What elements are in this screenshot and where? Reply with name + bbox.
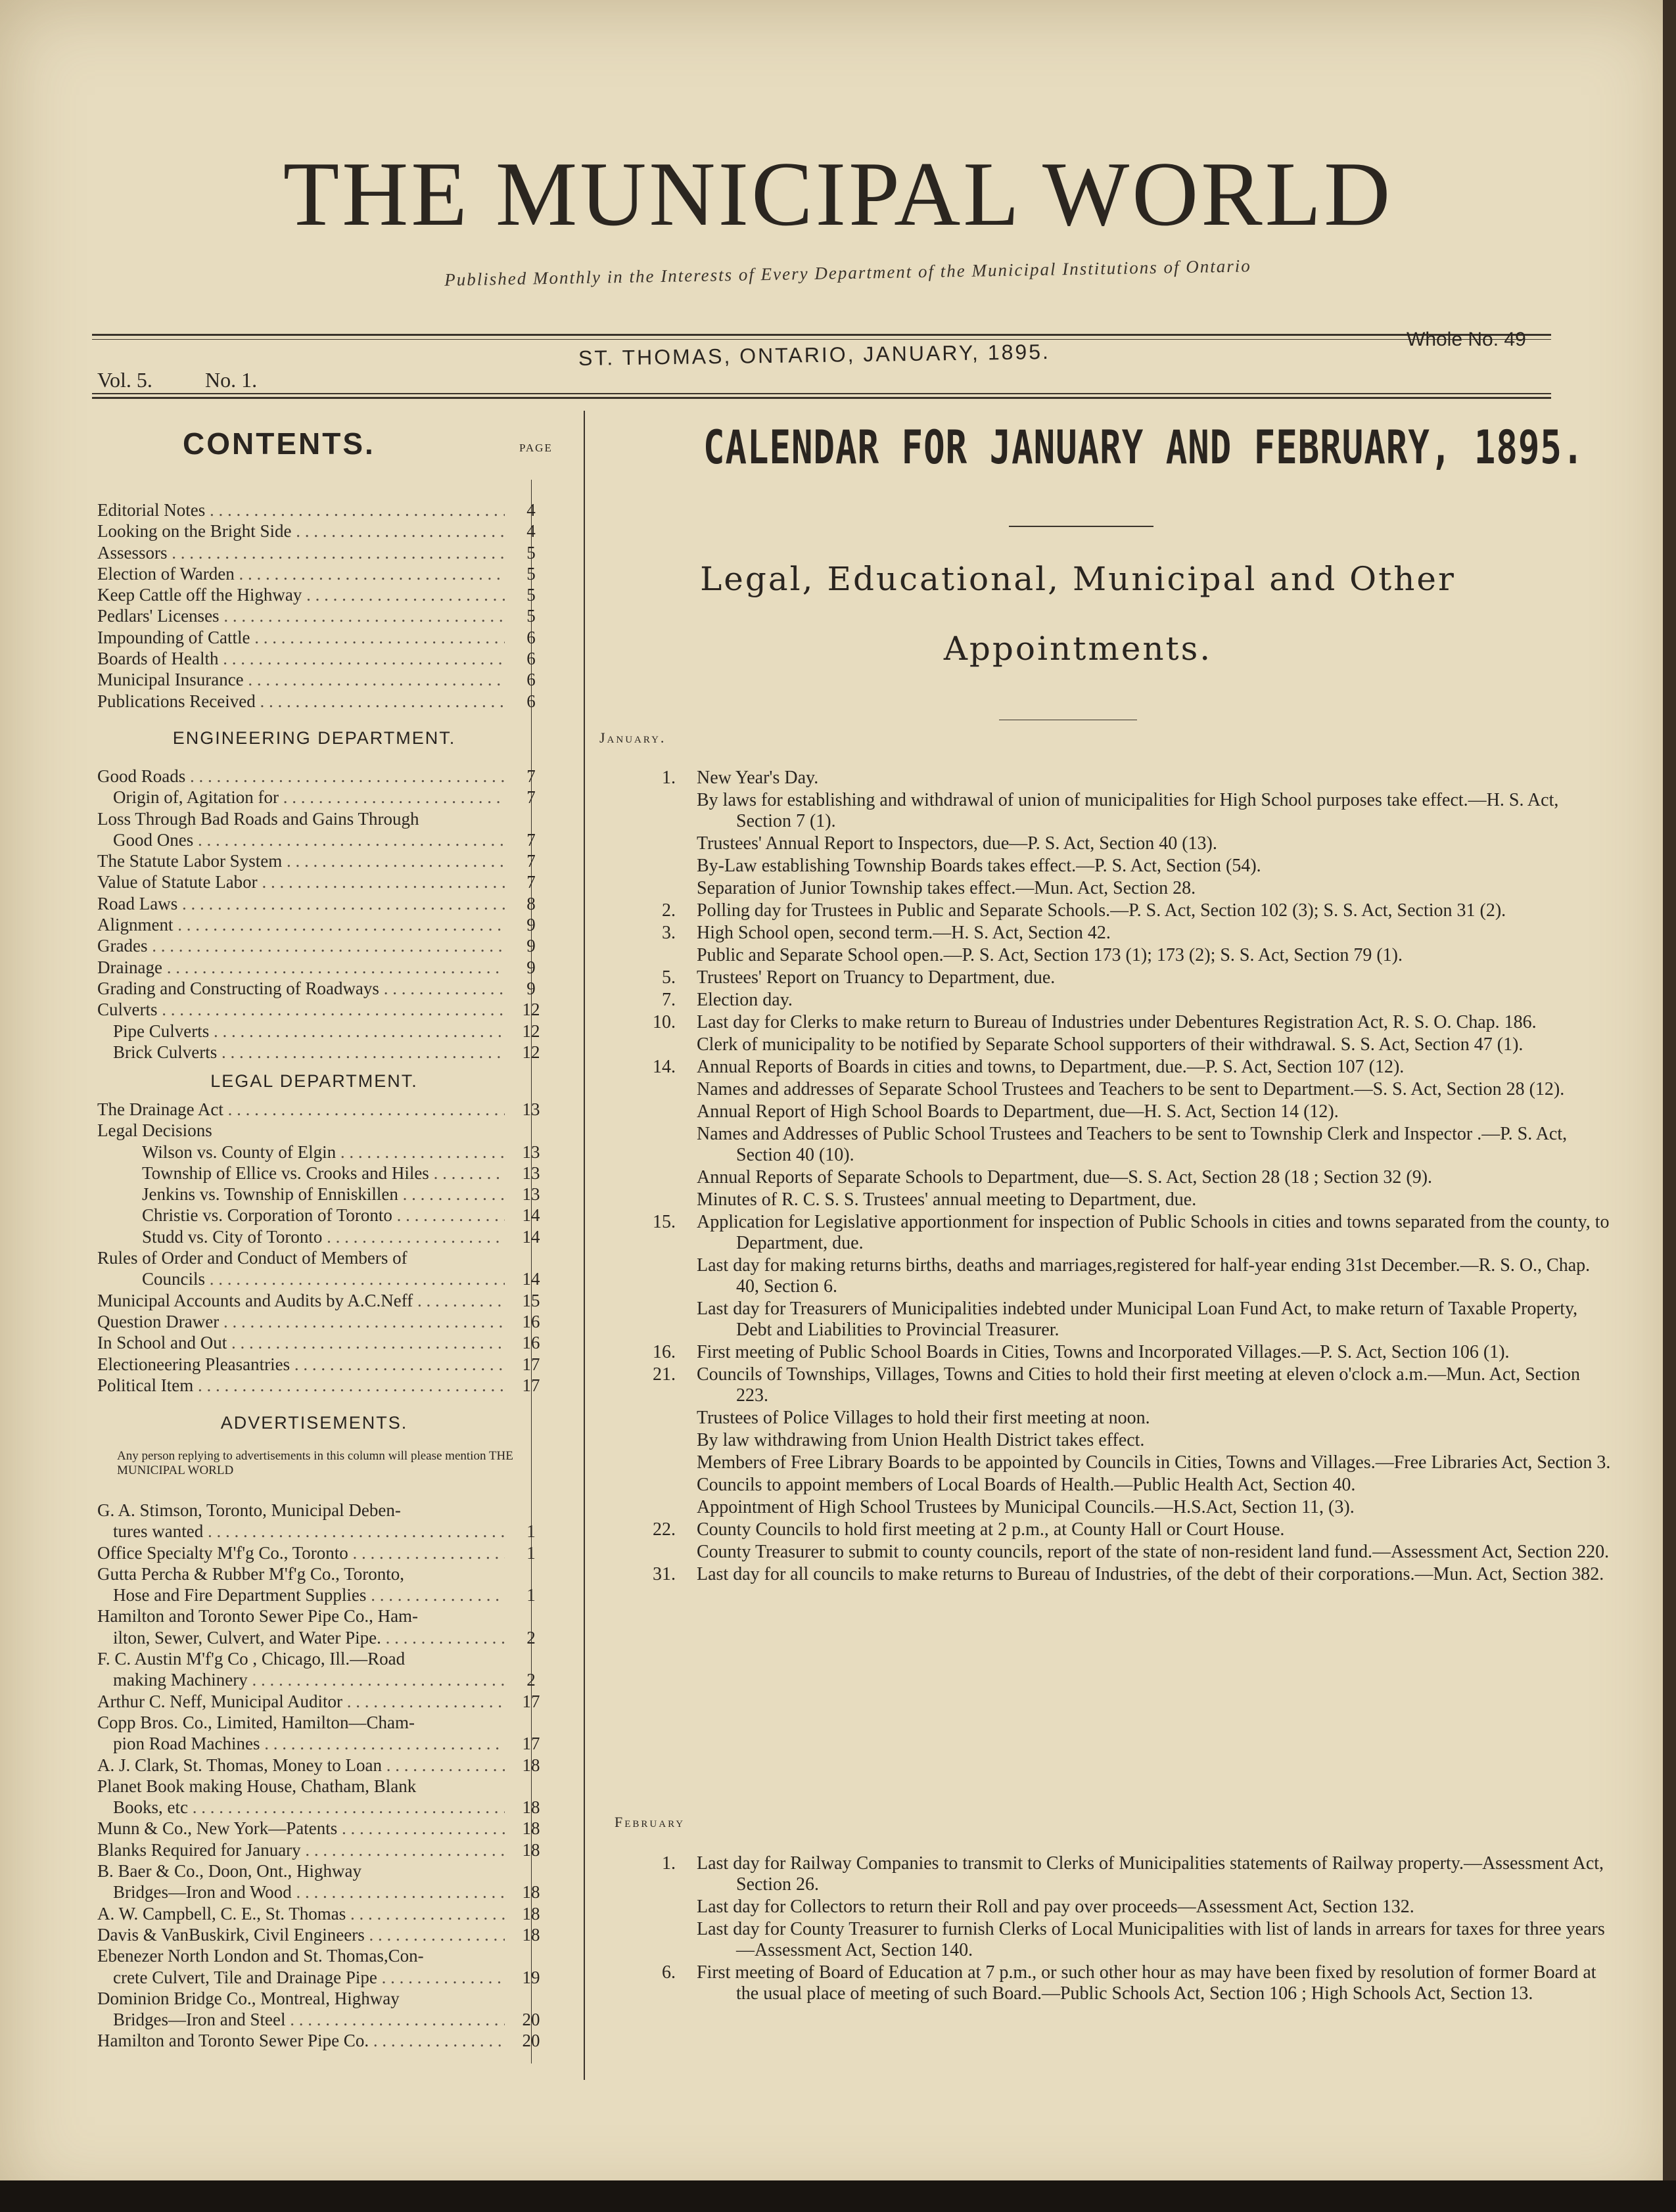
toc-entry	[97, 1755, 544, 1776]
toc-entry	[97, 1967, 544, 1988]
toc-entry-label: Origin of, Agitation for . . .	[97, 787, 505, 808]
toc-entry-label: Jenkins vs. Township of Enniskillen . . .	[97, 1184, 505, 1205]
calendar-entry-text: Public and Separate School open.—P. S. Act, Section 173 (1); 173 (2); S. S. Act, Section 79 (1).	[697, 945, 1403, 965]
calendar-entry-text: Names and Addresses of Public School Trustees and Teachers to be sent to Township Clerk and Inspector .—P. S. Act, Section 40 (10).	[697, 1124, 1568, 1165]
calendar-entry-day: 6.	[662, 1962, 676, 1983]
calendar-entry-text: Names and addresses of Separate School Trustees and Teachers to be sent to Department.—S. S. Act, Section 28 (12).	[697, 1079, 1565, 1099]
toc-entry-page: 18	[522, 1797, 540, 1818]
toc-entry	[97, 1311, 544, 1332]
toc-entry-label: Councils . . .	[97, 1268, 505, 1289]
toc-entry	[97, 850, 544, 871]
toc-entry-page: 7	[526, 766, 536, 786]
toc-entry	[97, 871, 544, 892]
toc-entry	[97, 1818, 544, 1839]
toc-entry-label: Drainage . . .	[97, 957, 505, 978]
toc-entry-label: making Machinery . . .	[97, 1669, 505, 1690]
toc-entry-label: Grading and Constructing of Roadways . . .	[97, 978, 505, 999]
calendar-entry-text: Annual Reports of Separate Schools to Department, due—S. S. Act, Section 28 (18 ; Section 32 (9).	[697, 1167, 1433, 1187]
toc-entry-page: 8	[526, 893, 536, 913]
masthead-subtitle: Published Monthly in the Interests of Every Department of the Municipal Institutions of Ontario	[444, 256, 1251, 290]
toc-entry-page: 15	[522, 1290, 540, 1310]
toc-entry-label: Election of Warden . . .	[97, 563, 505, 584]
january-heading: January.	[599, 729, 666, 746]
toc-entry	[97, 1860, 544, 1881]
toc-entry	[97, 542, 544, 563]
toc-entry	[97, 691, 544, 712]
toc-entry	[97, 648, 544, 669]
calendar-entry-day: 22.	[653, 1519, 676, 1540]
toc-entry-page: 1	[526, 1585, 536, 1605]
toc-entry-page: 16	[522, 1311, 540, 1331]
toc-entry	[97, 999, 544, 1020]
toc-entry-page: 5	[526, 542, 536, 563]
toc-engineering	[97, 766, 544, 1063]
appointments-heading-line1: Legal, Educational, Municipal and Other	[700, 560, 1456, 598]
toc-entry	[97, 808, 544, 829]
toc-entry-page: 9	[526, 978, 536, 998]
toc-entry-page: 14	[522, 1226, 540, 1247]
masthead-rule-top-thin	[92, 339, 1551, 340]
toc-entry-page: 4	[526, 521, 536, 541]
calendar-entry-text: Last day for all councils to make returns to Bureau of Industries, of the debt of their corporations.—Mun. Act, Section 382.	[697, 1564, 1604, 1584]
toc-entry-label: Culverts . . .	[97, 999, 505, 1020]
toc-entry-label: Alignment . . .	[97, 914, 505, 935]
toc-entry-page: 6	[526, 627, 536, 647]
toc-entry	[97, 1924, 544, 1945]
toc-entry	[97, 1669, 544, 1690]
calendar-entry-day: 31.	[653, 1564, 676, 1584]
toc-entry	[97, 1648, 544, 1669]
toc-entry	[97, 1733, 544, 1754]
dateline: ST. THOMAS, ONTARIO, JANUARY, 1895.	[578, 339, 1051, 371]
toc-entry-label: G. A. Stimson, Toronto, Municipal Deben-	[97, 1500, 401, 1520]
calendar-entry-text: Election day.	[697, 990, 793, 1010]
toc-entry-label: Wilson vs. County of Elgin . . .	[97, 1141, 505, 1163]
calendar-entry-text: Clerk of municipality to be notified by Separate School supporters of their withdrawal. S. S. Act, Section 47 (1).	[697, 1034, 1524, 1055]
toc-entry-label: Publications Received . . .	[97, 691, 505, 712]
toc-entry	[97, 1881, 544, 1902]
toc-entry-label: Assessors . . .	[97, 542, 505, 563]
calendar-entry-text: Last day for Clerks to make return to Bureau of Industries under Debentures Registration Act, R. S. O. Chap. 186.	[697, 1012, 1537, 1032]
toc-entry-page: 13	[522, 1099, 540, 1119]
toc-entry-page: 7	[526, 872, 536, 892]
toc-entry-page: 20	[522, 2031, 540, 2051]
toc-entry	[97, 1521, 544, 1542]
toc-entry-label: Good Ones . . .	[97, 829, 505, 850]
toc-entry-label: The Drainage Act . . .	[97, 1099, 505, 1120]
toc-entry-label: Office Specialty M'f'g Co., Toronto . . .	[97, 1542, 505, 1563]
calendar-entry-text: First meeting of Board of Education at 7 p.m., or such other hour as may have been fixed by resolution of former Board at the usual place of meeting of such Board.—Public Schools Act, Section 106 ; High Schools Act, Section 13.	[697, 1962, 1596, 2004]
toc-entry	[97, 2030, 544, 2051]
calendar-entry-day: 2.	[662, 900, 676, 921]
toc-entry-label: Value of Statute Labor . . .	[97, 871, 505, 892]
calendar-entry-text: County Treasurer to submit to county councils, report of the state of non-resident land fund.—Assessment Act, Section 220.	[697, 1542, 1610, 1562]
toc-entry-label: A. W. Campbell, C. E., St. Thomas . . .	[97, 1903, 505, 1924]
toc-entry	[97, 1988, 544, 2009]
toc-entry-page: 9	[526, 936, 536, 956]
toc-entry-label: Davis & VanBuskirk, Civil Engineers . . .	[97, 1924, 505, 1945]
toc-entry	[97, 1205, 544, 1226]
toc-entry	[97, 1627, 544, 1648]
calendar-entry-day: 14.	[653, 1057, 676, 1077]
column-divider	[584, 411, 585, 2080]
toc-entry-label: crete Culvert, Tile and Drainage Pipe . . .	[97, 1967, 505, 1988]
issue-number: No. 1.	[205, 368, 258, 392]
toc-entry-page: 7	[526, 851, 536, 871]
calendar-entry-day: 16.	[653, 1342, 676, 1362]
toc-entry-label: Arthur C. Neff, Municipal Auditor . . .	[97, 1691, 505, 1712]
toc-entry-page: 2	[526, 1627, 536, 1647]
toc-entry-page: 17	[522, 1375, 540, 1395]
calendar-entry-text: Last day for making returns births, deaths and marriages,registered for half-year ending 31st December.—R. S. O., Chap. 40, Section 6.	[697, 1255, 1591, 1297]
toc-entry-label: Electioneering Pleasantries . . .	[97, 1354, 505, 1375]
toc-entry-label: Question Drawer . . .	[97, 1311, 505, 1332]
toc-entry	[97, 1120, 544, 1141]
calendar-entry-text: Trustees' Report on Truancy to Department, due.	[697, 967, 1056, 988]
calendar-entry-text: Trustees of Police Villages to hold their first meeting at noon.	[697, 1408, 1150, 1428]
toc-entry	[97, 1542, 544, 1563]
volume-number: Vol. 5.	[97, 368, 152, 392]
toc-entry	[97, 520, 544, 541]
toc-entry-label: Munn & Co., New York—Patents . . .	[97, 1818, 505, 1839]
toc-entry	[97, 1584, 544, 1605]
calendar-entry-text: First meeting of Public School Boards in Cities, Towns and Incorporated Villages.—P. S. Act, Section 106 (1).	[697, 1342, 1510, 1362]
toc-entry	[97, 1226, 544, 1247]
calendar-entry-text: Last day for Railway Companies to transmit to Clerks of Municipalities statements of Railway property.—Assessment Act, Section 26.	[697, 1853, 1604, 1895]
toc-entry-page: 14	[522, 1205, 540, 1226]
toc-entry	[97, 1042, 544, 1063]
toc-entry-label: In School and Out . . .	[97, 1332, 505, 1353]
calendar-entry-text: Separation of Junior Township takes effect.—Mun. Act, Section 28.	[697, 878, 1196, 898]
toc-entry-label: A. J. Clark, St. Thomas, Money to Loan . . .	[97, 1755, 505, 1776]
calendar-entry-day: 7.	[662, 990, 676, 1010]
toc-entry-label: pion Road Machines . . .	[97, 1733, 505, 1754]
toc-entry-label: Hose and Fire Department Supplies . . .	[97, 1584, 505, 1605]
calendar-entry-text: Annual Reports of Boards in cities and towns, to Department, due.—P. S. Act, Section 107 (12).	[697, 1057, 1405, 1077]
toc-entry	[97, 893, 544, 914]
toc-entry-page: 6	[526, 670, 536, 690]
toc-entry-label: tures wanted . . .	[97, 1521, 505, 1542]
calendar-entry-text: By laws for establishing and withdrawal of union of municipalities for High School purposes take effect.—H. S. Act, Section 7 (1).	[697, 790, 1559, 831]
toc-entry-label: Ebenezer North London and St. Thomas,Con-	[97, 1946, 424, 1966]
toc-entry-page: 19	[522, 1967, 540, 1987]
calendar-entry-text: New Year's Day.	[697, 768, 819, 788]
toc-entry	[97, 584, 544, 605]
toc-entry-label: The Statute Labor System . . .	[97, 850, 505, 871]
calendar-entry-day: 1.	[662, 768, 676, 788]
toc-entry-label: Bridges—Iron and Wood . . .	[97, 1881, 505, 1902]
contents-title: CONTENTS.	[183, 426, 375, 461]
calendar-entry-text: Councils of Townships, Villages, Towns and Cities to hold their first meeting at eleven o'clock a.m.—Mun. Act, Section 223.	[697, 1364, 1581, 1406]
toc-entry	[97, 1141, 544, 1163]
toc-entry-page: 6	[526, 649, 536, 669]
toc-entry-page: 18	[522, 1882, 540, 1902]
toc-entry-page: 5	[526, 585, 536, 605]
calendar-entry-day: 5.	[662, 967, 676, 988]
toc-entry	[97, 787, 544, 808]
toc-entry-label: Editorial Notes . . .	[97, 499, 505, 520]
toc-entry-page: 18	[522, 1755, 540, 1775]
calendar-title: CALENDAR FOR JANUARY AND FEBRUARY, 1895.	[703, 421, 1585, 474]
masthead-rule-top	[92, 334, 1551, 336]
toc-entry	[97, 1605, 544, 1626]
toc-entry-label: Books, etc . . .	[97, 1797, 505, 1818]
toc-entry	[97, 1163, 544, 1184]
toc-entry-label: Political Item . . .	[97, 1375, 505, 1396]
calendar-entry-text: Last day for County Treasurer to furnish Clerks of Local Municipalities with list of lands in arrears for taxes for three years—Assessment Act, Section 140.	[697, 1919, 1605, 1960]
toc-entry-page: 18	[522, 1903, 540, 1924]
toc-entry	[97, 1354, 544, 1375]
whole-number: Whole No. 49	[1407, 329, 1526, 350]
toc-entry-label: Planet Book making House, Chatham, Blank	[97, 1776, 417, 1796]
toc-general	[97, 499, 544, 712]
toc-entry-label: Hamilton and Toronto Sewer Pipe Co., Ham-	[97, 1606, 419, 1626]
calendar-entry-day: 1.	[662, 1853, 676, 1874]
toc-entry-label: Studd vs. City of Toronto . . .	[97, 1226, 505, 1247]
calendar-entry-text: Annual Report of High School Boards to Department, due—H. S. Act, Section 14 (12).	[697, 1101, 1339, 1122]
toc-entry-page: 9	[526, 957, 536, 977]
calendar-entry-day: 3.	[662, 923, 676, 943]
toc-entry-label: Hamilton and Toronto Sewer Pipe Co. . . .	[97, 2030, 505, 2051]
toc-entry-label: F. C. Austin M'f'g Co , Chicago, Ill.—Road	[97, 1649, 406, 1669]
calendar-entry-text: Last day for Treasurers of Municipalities indebted under Municipal Loan Fund Act, to make return of Taxable Property, Debt and Liabilities to Provincial Treasurer.	[697, 1299, 1578, 1340]
toc-entry-label: Legal Decisions	[97, 1120, 212, 1141]
toc-entry-label: Rules of Order and Conduct of Members of	[97, 1248, 407, 1268]
toc-entry-page: 13	[522, 1141, 540, 1162]
toc-entry-label: Dominion Bridge Co., Montreal, Highway	[97, 1988, 400, 2008]
toc-entry-page: 12	[522, 1000, 540, 1020]
toc-entry	[97, 1268, 544, 1289]
calendar-entry-text: Last day for Collectors to return their Roll and pay over proceeds—Assessment Act, Section 132.	[697, 1897, 1414, 1917]
toc-entry-page: 1	[526, 1521, 536, 1542]
toc-entry	[97, 1563, 544, 1584]
calendar-entry-text: Minutes of R. C. S. S. Trustees' annual meeting to Department, due.	[697, 1189, 1197, 1210]
ads-note: Any person replying to advertisements in this column will please mention THE MUNICIPAL WORLD	[117, 1449, 513, 1477]
toc-entry	[97, 1500, 544, 1521]
toc-entry-page: 18	[522, 1924, 540, 1945]
calendar-entry-text: By-Law establishing Township Boards takes effect.—P. S. Act, Section (54).	[697, 856, 1261, 876]
toc-entry	[97, 1332, 544, 1353]
calendar-entry-text: Trustees' Annual Report to Inspectors, due—P. S. Act, Section 40 (13).	[697, 833, 1217, 854]
toc-entry-page: 18	[522, 1818, 540, 1839]
toc-entry-label: Municipal Insurance . . .	[97, 669, 505, 690]
toc-entry	[97, 499, 544, 520]
toc-entry	[97, 1945, 544, 1966]
toc-entry	[97, 957, 544, 978]
calendar-entry-text: High School open, second term.—H. S. Act, Section 42.	[697, 923, 1111, 943]
toc-entry	[97, 914, 544, 935]
toc-entry-page: 7	[526, 829, 536, 850]
toc-entry-label: Bridges—Iron and Steel . . .	[97, 2009, 505, 2030]
toc-entry	[97, 1184, 544, 1205]
toc-entry-page: 7	[526, 787, 536, 808]
masthead-rule-bottom	[92, 393, 1551, 394]
calendar-entry-text: By law withdrawing from Union Health District takes effect.	[697, 1430, 1145, 1450]
toc-entry	[97, 1099, 544, 1120]
masthead-title: THE MUNICIPAL WORLD	[283, 143, 1393, 245]
toc-entry	[97, 766, 544, 787]
toc-entry-page: 12	[522, 1021, 540, 1041]
legal-heading: LEGAL DEPARTMENT.	[210, 1071, 418, 1091]
toc-entry-label: Boards of Health . . .	[97, 648, 505, 669]
toc-entry-label: Christie vs. Corporation of Toronto . . .	[97, 1205, 505, 1226]
toc-entry-label: B. Baer & Co., Doon, Ont., Highway	[97, 1861, 361, 1881]
toc-entry-label: Impounding of Cattle . . .	[97, 627, 505, 648]
toc-entry	[97, 2009, 544, 2030]
toc-entry-page: 17	[522, 1691, 540, 1711]
toc-entry	[97, 1776, 544, 1797]
toc-entry	[97, 1903, 544, 1924]
toc-legal	[97, 1099, 544, 1396]
toc-entry-label: Township of Ellice vs. Crooks and Hiles . . .	[97, 1163, 505, 1184]
toc-entry-label: Gutta Percha & Rubber M'f'g Co., Toronto,	[97, 1563, 405, 1584]
february-heading: February	[615, 1814, 686, 1830]
toc-entry-page: 18	[522, 1839, 540, 1860]
ads-heading: ADVERTISEMENTS.	[220, 1413, 408, 1433]
binding-edge	[1663, 0, 1676, 2212]
toc-entry-label: Looking on the Bright Side . . .	[97, 520, 505, 541]
toc-entry-label: Good Roads . . .	[97, 766, 505, 787]
toc-entry-page: 2	[526, 1670, 536, 1690]
toc-entry-page: 5	[526, 563, 536, 584]
toc-entry	[97, 605, 544, 626]
calendar-entry-day: 10.	[653, 1012, 676, 1032]
masthead-rule-bottom-thick	[92, 397, 1551, 399]
calendar-entry-text: Members of Free Library Boards to be appointed by Councils in Cities, Towns and Villages.—Free Libraries Act, Section 3.	[697, 1452, 1611, 1473]
calendar-title-rule	[1009, 526, 1153, 527]
toc-entry-page: 1	[526, 1542, 536, 1563]
toc-entry-page: 16	[522, 1333, 540, 1353]
toc-entry-page: 4	[526, 500, 536, 520]
toc-entry-label: Keep Cattle off the Highway . . .	[97, 584, 505, 605]
toc-entry	[97, 563, 544, 584]
toc-entry-page: 17	[522, 1734, 540, 1754]
toc-entry-label: Copp Bros. Co., Limited, Hamilton—Cham-	[97, 1712, 415, 1732]
toc-entry	[97, 1247, 544, 1268]
calendar-entry-day: 15.	[653, 1212, 676, 1232]
toc-entry-label: Municipal Accounts and Audits by A.C.Neff . . .	[97, 1290, 505, 1311]
toc-entry	[97, 1375, 544, 1396]
toc-entry-page: 9	[526, 915, 536, 935]
toc-entry	[97, 1021, 544, 1042]
toc-entry-page: 20	[522, 2010, 540, 2030]
calendar-entry-text: Application for Legislative apportionment for inspection of Public Schools in cities and towns separated from the county, to Department, due.	[697, 1212, 1610, 1253]
toc-entry-page: 17	[522, 1354, 540, 1374]
toc-entry	[97, 1712, 544, 1733]
toc-entry-label: Grades . . .	[97, 935, 505, 956]
toc-entry-page: 6	[526, 691, 536, 711]
toc-entry-label: ilton, Sewer, Culvert, and Water Pipe. . . .	[97, 1627, 505, 1648]
toc-entry-label: Pedlars' Licenses . . .	[97, 605, 505, 626]
toc-entry-label: Road Laws . . .	[97, 893, 505, 914]
toc-entry-page: 13	[522, 1184, 540, 1205]
toc-entry	[97, 627, 544, 648]
toc-entry-label: Blanks Required for January . . .	[97, 1839, 505, 1860]
scan-bottom-edge	[0, 2180, 1676, 2212]
toc-entry-page: 12	[522, 1042, 540, 1062]
calendar-entry-text: County Councils to hold first meeting at 2 p.m., at County Hall or Court House.	[697, 1519, 1285, 1540]
toc-entry-page: 13	[522, 1163, 540, 1183]
calendar-entry-day: 21.	[653, 1364, 676, 1385]
toc-entry	[97, 935, 544, 956]
toc-entry	[97, 1691, 544, 1712]
toc-entry-label: Pipe Culverts . . .	[97, 1021, 505, 1042]
appointments-heading-line2: Appointments.	[943, 630, 1213, 668]
toc-entry	[97, 829, 544, 850]
toc-entry-page: 5	[526, 606, 536, 626]
toc-entry-label: Loss Through Bad Roads and Gains Through	[97, 808, 419, 829]
calendar-entry-text: Appointment of High School Trustees by Municipal Councils.—H.S.Act, Section 11, (3).	[697, 1497, 1355, 1517]
toc-entry	[97, 1839, 544, 1860]
toc-entry-label: Brick Culverts . . .	[97, 1042, 505, 1063]
toc-ads	[97, 1500, 544, 2052]
toc-entry-page: 14	[522, 1269, 540, 1289]
calendar-entry-text: Polling day for Trustees in Public and Separate Schools.—P. S. Act, Section 102 (3); S. S. Act, Section 31 (2).	[697, 900, 1506, 921]
toc-entry	[97, 1290, 544, 1311]
engineering-heading: ENGINEERING DEPARTMENT.	[172, 728, 456, 748]
toc-entry	[97, 978, 544, 999]
contents-page-label: PAGE	[519, 442, 553, 454]
toc-entry	[97, 1797, 544, 1818]
calendar-entry-text: Councils to appoint members of Local Boards of Health.—Public Health Act, Section 40.	[697, 1475, 1356, 1495]
toc-entry	[97, 669, 544, 690]
